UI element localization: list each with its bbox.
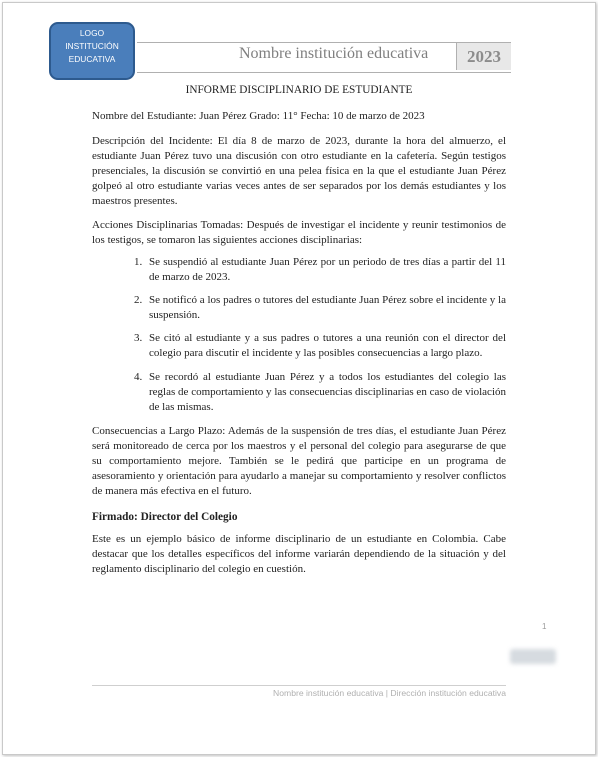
long-term-consequences [92, 424, 506, 499]
list-item [134, 255, 506, 285]
student-info-line [92, 109, 506, 124]
list-item-text: Se suspendió al estudiante Juan Pérez por un periodo de tres días a partir del 11 de marzo de 2023. [149, 256, 506, 283]
logo-line-1: LOGO [79, 28, 105, 38]
list-item-number: 3. [134, 332, 143, 344]
list-item-number: 4. [134, 371, 143, 383]
list-item [134, 370, 506, 415]
list-item-text: Se notificó a los padres o tutores del estudiante Juan Pérez sobre el incidente y la suspensión. [149, 294, 506, 321]
list-item-text: Se recordó al estudiante Juan Pérez y a todos los estudiantes del colegio las reglas de comportamiento y las consecuencias disciplinarias en caso de violación de las mismas. [149, 371, 506, 413]
actions-intro-text: Acciones Disciplinarias Tomadas: Después de investigar el incidente y reunir testimonios de los testigos, se tomaron las siguientes acciones disciplinarias: [92, 219, 506, 246]
closing-note [92, 532, 506, 577]
logo-line-3: EDUCATIVA [68, 54, 116, 64]
list-item [134, 331, 506, 361]
signature-line: Firmado: Director del Colegio [92, 511, 238, 523]
list-item-number: 1. [134, 256, 143, 268]
footer-text: Nombre institución educativa | Dirección institución educativa [273, 688, 506, 698]
student-info-text: Nombre del Estudiante: Juan Pérez Grado: 11° Fecha: 10 de marzo de 2023 [92, 110, 425, 122]
logo-placeholder [49, 22, 135, 80]
list-item [134, 293, 506, 323]
closing-note-text: Este es un ejemplo básico de informe disciplinario de un estudiante en Colombia. Cabe destacar que los detalles específicos del informe variarán dependiendo de la situación y del reglamento disciplinario del colegio en cuestión. [92, 533, 506, 575]
consequences-text: Consecuencias a Largo Plazo: Además de la suspensión de tres días, el estudiante Juan Pérez será monitoreado de cerca por los maestros y el personal del colegio para asegurarse de que su comportamiento mejore. También se le pedirá que participe en un programa de asesoramiento y orientación para ayudarlo a manejar su comportamiento y resolver conflictos de manera más efectiva en el futuro. [92, 425, 506, 497]
document-title: INFORME DISCIPLINARIO DE ESTUDIANTE [185, 84, 413, 96]
logo-line-2: INSTITUCIÓN [65, 41, 119, 51]
footer-divider [92, 685, 506, 686]
list-item-number: 2. [134, 294, 143, 306]
actions-intro [92, 218, 506, 248]
incident-description [92, 134, 506, 209]
blurred-watermark [510, 649, 556, 664]
page-number: 1 [542, 622, 547, 631]
list-item-text: Se citó al estudiante y a sus padres o tutores a una reunión con el director del colegio para discutir el incidente y las posibles consecuencias a largo plazo. [149, 332, 506, 359]
institution-name: Nombre institución educativa [239, 45, 429, 62]
incident-text: Descripción del Incidente: El día 8 de marzo de 2023, durante la hora del almuerzo, el estudiante Juan Pérez tuvo una discusión con otro estudiante en la cafetería. Según testigos presenciales, la discusión se convirtió en una pelea física en la que el estudiante Juan Pérez golpeó al otro estudiante varias veces antes de ser separados por los demás estudiantes y los maestros presentes. [92, 135, 506, 207]
header-year: 2023 [456, 43, 511, 70]
